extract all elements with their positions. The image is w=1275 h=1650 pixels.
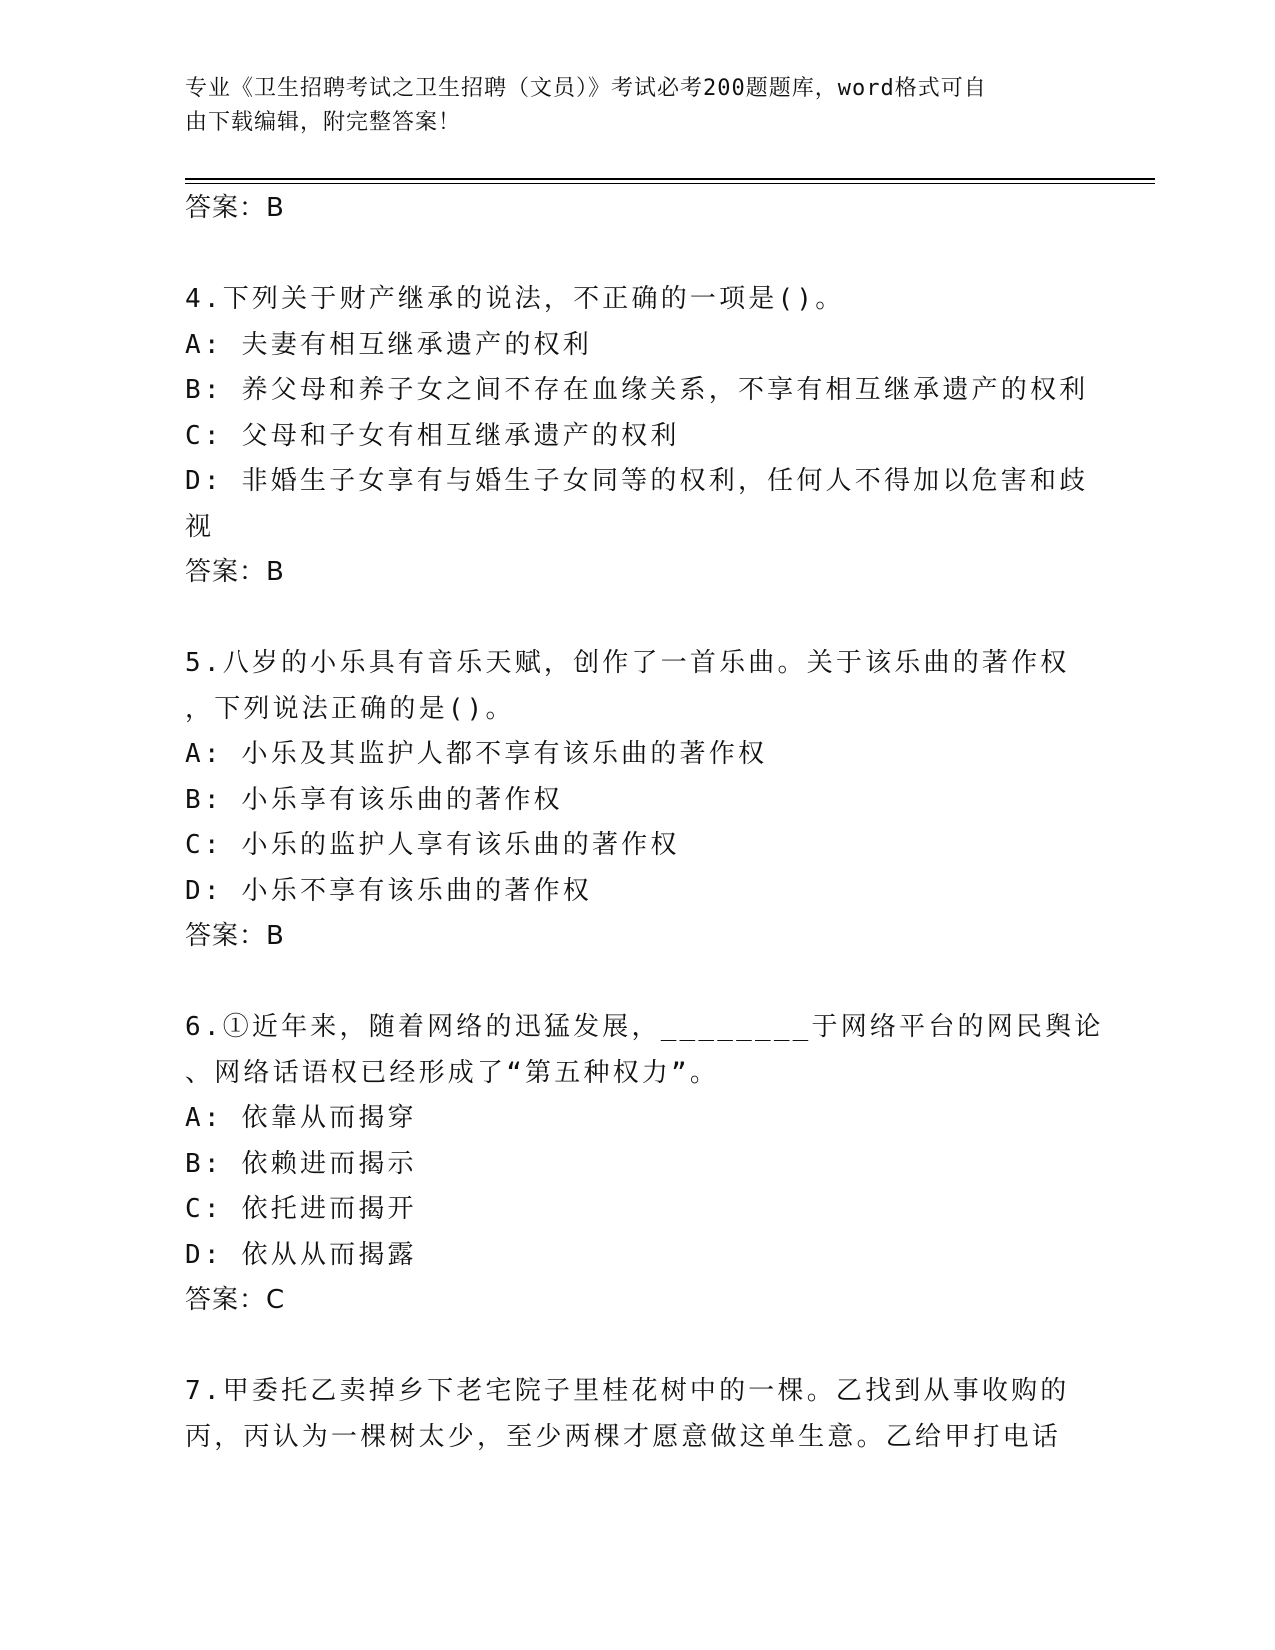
page-header — [185, 72, 1065, 140]
question-stem-continued: 、网络话语权已经形成了“第五种权力”。 — [185, 1057, 720, 1088]
spacer — [185, 960, 1095, 1006]
option-d: D: 小乐不享有该乐曲的著作权 — [185, 875, 592, 906]
question-list — [185, 186, 1104, 1460]
header-line: 由下载编辑，附完整答案！ — [185, 110, 462, 135]
spacer — [185, 1324, 1095, 1370]
question-stem-continued: 丙，丙认为一棵树太少，至少两棵才愿意做这单生意。乙给甲打电话 — [185, 1421, 1062, 1452]
option-c: C: 父母和子女有相互继承遗产的权利 — [185, 420, 680, 451]
question-stem-continued: ，下列说法正确的是()。 — [185, 693, 515, 724]
option-c: C: 小乐的监护人享有该乐曲的著作权 — [185, 830, 680, 860]
question-block — [185, 1005, 1104, 1324]
option-c: C: 依托进而揭开 — [185, 1194, 417, 1224]
option-b: B: 小乐享有该乐曲的著作权 — [185, 784, 563, 815]
answer-line: 答案：B — [185, 557, 285, 587]
option-b: B: 养父母和养子女之间不存在血缘关系，不享有相互继承遗产的权利 — [185, 375, 1089, 405]
header-rule-thin — [185, 183, 1155, 184]
header-rule-thick — [185, 178, 1155, 180]
question-stem: 4.下列关于财产继承的说法，不正确的一项是()。 — [185, 284, 845, 314]
option-d: D: 依从从而揭露 — [185, 1239, 417, 1270]
question-stem: 6.①近年来，随着网络的迅猛发展，________于网络平台的网民舆论 — [185, 1012, 1104, 1042]
answer-line: 答案：B — [185, 921, 285, 951]
answer-line: 答案：C — [185, 1285, 286, 1315]
question-stem: 7.甲委托乙卖掉乡下老宅院子里桂花树中的一棵。乙找到从事收购的 — [185, 1376, 1070, 1406]
question-stem: 5.八岁的小乐具有音乐天赋，创作了一首乐曲。关于该乐曲的著作权 — [185, 648, 1070, 678]
question-block — [185, 1369, 1095, 1460]
previous-answer: 答案：B — [185, 193, 285, 223]
option-a: A: 依靠从而揭穿 — [185, 1103, 417, 1133]
option-d: D: 非婚生子女享有与婚生子女同等的权利，任何人不得加以危害和歧 — [185, 466, 1089, 496]
spacer — [185, 232, 1095, 278]
option-a: A: 小乐及其监护人都不享有该乐曲的著作权 — [185, 739, 768, 769]
option-a: A: 夫妻有相互继承遗产的权利 — [185, 329, 592, 360]
option-d-continued: 视 — [185, 511, 215, 542]
option-b: B: 依赖进而揭示 — [185, 1148, 417, 1179]
question-block — [185, 277, 1095, 596]
spacer — [185, 596, 1095, 642]
header-line: 专业《卫生招聘考试之卫生招聘（文员）》考试必考200题题库，word格式可自 — [185, 76, 987, 101]
question-block — [185, 641, 1095, 960]
